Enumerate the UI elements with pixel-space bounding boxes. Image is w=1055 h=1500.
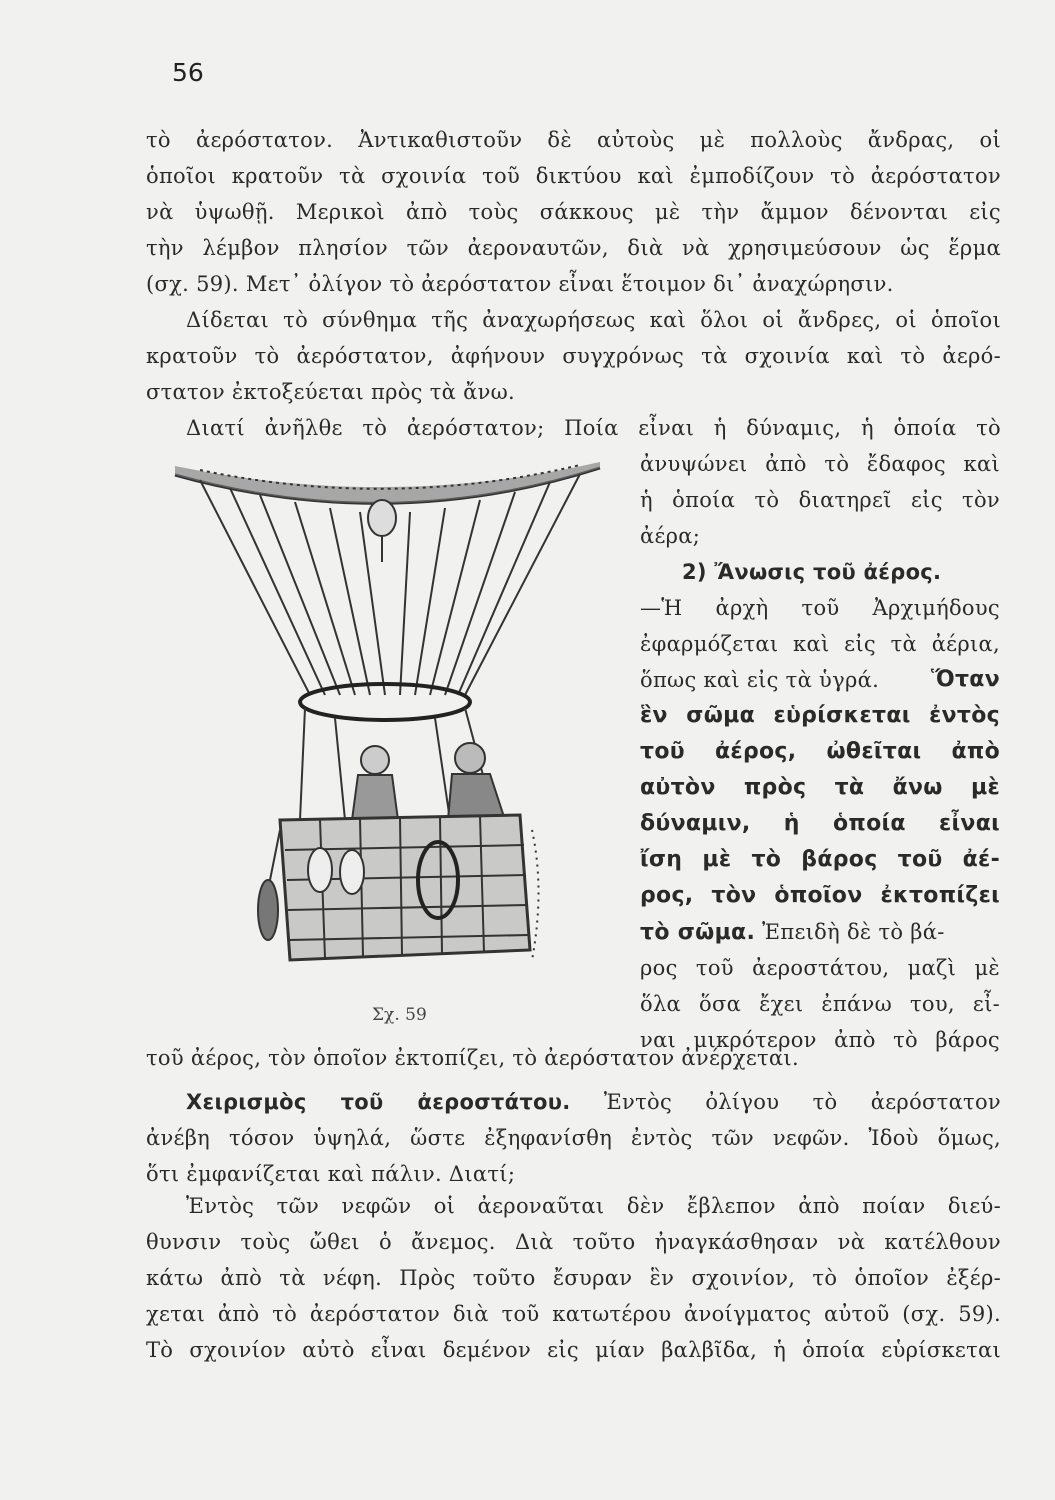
page-number: 56: [172, 58, 204, 87]
law-line-5: ἴση μὲ τὸ βάρος τοῦ ἀέ-: [640, 847, 1000, 872]
text-line-3: νὰ ὑψωθῇ. Μερικοὶ ἀπὸ τοὺς σάκκους μὲ τὴν ἄμμον δένονται εἰς: [146, 200, 1001, 224]
text-line-after-1: τοῦ ἀέρος, τὸν ὁποῖον ἐκτοπίζει, τὸ ἀερόστατον ἀνέρχεται.: [146, 1046, 799, 1070]
side-line-3: ἀέρα;: [640, 524, 701, 548]
side-line-18: ναι μικρότερον ἀπὸ τὸ βάρος: [640, 1028, 1000, 1052]
side-line-7: [640, 662, 1000, 698]
law-line-3: αὐτὸν πρὸς τὰ ἄνω μὲ: [640, 775, 1000, 800]
law-line-4: δύναμιν, ἡ ὁποία εἶναι: [640, 811, 1000, 836]
text-line-after-7: κάτω ἀπὸ τὰ νέφη. Πρὸς τοῦτο ἔσυραν ἓν σχοινίον, τὸ ὁποῖον ἐξέρ-: [146, 1266, 1001, 1290]
text-line-7: κρατοῦν τὸ ἀερόστατον, ἀφήνουν συγχρόνως τὰ σχοινία καὶ τὸ ἀερό-: [146, 344, 1001, 368]
section-heading-handling: Χειρισμὸς τοῦ ἀεροστάτου.: [186, 1090, 571, 1114]
side-line-17: ὅλα ὅσα ἔχει ἐπάνω του, εἶ-: [640, 992, 1000, 1016]
side-line-15: [640, 914, 1000, 951]
law-line-6: ρος, τὸν ὁποῖον ἐκτοπίζει: [640, 883, 1000, 908]
text-line-1: τὸ ἀερόστατον. Ἀντικαθιστοῦν δὲ αὐτοὺς μὲ πολλοὺς ἄνδρας, οἱ: [146, 128, 1001, 152]
law-line-1: ἓν σῶμα εὑρίσκεται ἐντὸς: [640, 703, 1000, 728]
side-line-15-normal: Ἐπειδὴ δὲ τὸ βά-: [762, 920, 945, 944]
text-line-after-8: χεται ἀπὸ τὸ ἀερόστατον διὰ τοῦ κατωτέρου ἀνοίγματος αὐτοῦ (σχ. 59).: [146, 1302, 1001, 1326]
text-line-8: στατον ἐκτοξεύεται πρὸς τὰ ἄνω.: [146, 380, 516, 404]
text-line-after-5: Ἐντὸς τῶν νεφῶν οἱ ἀεροναῦται δὲν ἔβλεπον ἀπὸ ποίαν διεύ-: [186, 1194, 1001, 1218]
text-line-after-4: ὅτι ἐμφανίζεται καὶ πάλιν. Διατί;: [146, 1162, 516, 1186]
balloon-illustration: [160, 440, 620, 1020]
law-line-7: τὸ σῶμα.: [640, 920, 756, 945]
text-line-after-2-rest: Ἐντὸς ὀλίγου τὸ ἀερόστατον: [603, 1090, 1001, 1114]
side-line-16: ρος τοῦ ἀεροστάτου, μαζὶ μὲ: [640, 956, 1000, 980]
text-line-9: Διατί ἀνῆλθε τὸ ἀερόστατον; Ποία εἶναι ἡ δύναμις, ἡ ὁποία τὸ: [186, 416, 1001, 440]
text-line-after-6: θυνσιν τοὺς ὤθει ὁ ἄνεμος. Διὰ τοῦτο ἠναγκάσθησαν νὰ κατέλθουν: [146, 1230, 1001, 1254]
figure-caption: Σχ. 59: [372, 1005, 427, 1025]
text-line-after-9: Τὸ σχοινίον αὐτὸ εἶναι δεμένον εἰς μίαν βαλβῖδα, ἡ ὁποία εὑρίσκεται: [146, 1338, 1001, 1362]
side-line-6: ἐφαρμόζεται καὶ εἰς τὰ ἀέρια,: [640, 632, 1000, 656]
side-line-7-bold: Ὅταν: [930, 667, 1000, 692]
text-line-2: ὁποῖοι κρατοῦν τὰ σχοινία τοῦ δικτύου καὶ ἐμποδίζουν τὸ ἀερόστατον: [146, 164, 1001, 188]
balloon-figure: [160, 440, 620, 1020]
text-line-after-3: ἀνέβη τόσον ὑψηλά, ὥστε ἐξηφανίσθη ἐντὸς τῶν νεφῶν. Ἰδοὺ ὅμως,: [146, 1126, 1001, 1150]
side-heading-anosis: 2) Ἄνωσις τοῦ ἀέρος.: [682, 560, 942, 584]
side-line-7-normal: ὅπως καὶ εἰς τὰ ὑγρά.: [640, 668, 880, 692]
text-line-4: τὴν λέμβον πλησίον τῶν ἀεροναυτῶν, διὰ νὰ χρησιμεύσουν ὡς ἕρμα: [146, 236, 1001, 260]
text-line-6: Δίδεται τὸ σύνθημα τῆς ἀναχωρήσεως καὶ ὅλοι οἱ ἄνδρες, οἱ ὁποῖοι: [186, 308, 1001, 332]
text-line-after-2: [186, 1084, 1001, 1120]
side-line-5: —Ἡ ἀρχὴ τοῦ Ἀρχιμήδους: [640, 596, 1000, 620]
side-line-2: ἡ ὁποία τὸ διατηρεῖ εἰς τὸν: [640, 488, 1000, 512]
law-line-2: τοῦ ἀέρος, ὠθεῖται ἀπὸ: [640, 739, 1000, 764]
text-line-5: (σχ. 59). Μετ᾿ ὀλίγον τὸ ἀερόστατον εἶναι ἕτοιμον δι᾿ ἀναχώρησιν.: [146, 272, 894, 296]
side-line-1: ἀνυψώνει ἀπὸ τὸ ἔδαφος καὶ: [640, 452, 1000, 476]
